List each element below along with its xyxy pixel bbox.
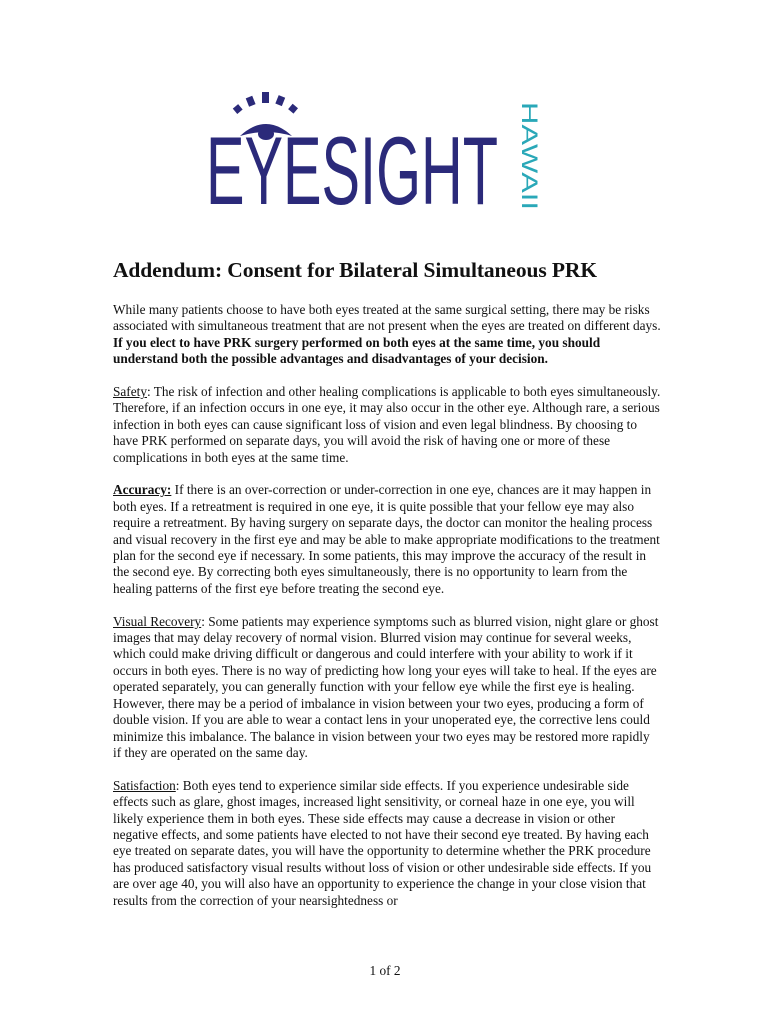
logo-subtext: HAWAII [517,102,542,179]
safety-paragraph [113,384,661,466]
visual-recovery-label-suffix: : [201,613,205,629]
safety-text: The risk of infection and other healing complications is applicable to both eyes simultaneously. Therefore, if an infection occurs in one eye, it may also occur in the other eye. Although rare, a serious infection in both eyes can cause significant loss of vision and even legal blindness. By choosing to have PRK performed on separate days, you will avoid the risk of having one or more of these complications in both eyes at the same time. [113,384,661,465]
intro-bold-text: If you elect to have PRK surgery performed on both eyes at the same time, you should understand both the possible advantages and disadvantages of your decision. [113,334,601,367]
accuracy-label: Accuracy: [113,482,172,498]
safety-label-suffix: : [146,384,151,400]
visual-recovery-text: Some patients may experience symptoms such as blurred vision, night glare or ghost images that may delay recovery of normal vision. Blurred vision may continue for several weeks, which could make driving difficult or dangerous and could interfere with your ability to work if it occurs in both eyes. There is no way of predicting how long your eyes will take to heal. If the eyes are operated separately, you can generally function with your fellow eye while the first eye is healing. However, there may be a period of imbalance in vision between your two eyes, producing a form of double vision. If you are able to wear a contact lens in your unoperated eye, the corrective lens could minimize this imbalance. The balance in vision between your two eyes may be restored more rapidly if they are operated on the same day. [113,613,659,760]
document-body [113,302,661,925]
logo-wordmark: EYESIGHT [206,117,498,226]
page-title: Addendum: Consent for Bilateral Simultaneous PRK [113,258,597,282]
intro-text: While many patients choose to have both eyes treated at the same surgical setting, there may be risks associated with simultaneous treatment that are not present when the eyes are treated on different days. [113,302,661,334]
visual-recovery-label: Visual Recovery [113,613,202,629]
satisfaction-text: Both eyes tend to experience similar side effects. If you experience undesirable side effects such as glare, ghost images, increased light sensitivity, or corneal haze in one eye, you will likely experience them in both eyes. These side effects may cause a decrease in vision or other negative effects, and some patients have elected to not have their second eye treated. By having each eye treated on separate dates, you will have the opportunity to determine whether the PRK procedure has produced satisfactory visual results without loss of vision or other undesirable side effects. If you are over age 40, you will also have an opportunity to experience the change in your close vision that results from the correction of your nearsightedness or [113,777,652,908]
accuracy-text: If there is an over-correction or under-correction in one eye, chances are it may happen in both eyes. If a retreatment is required in one eye, it is quite possible that your fellow eye may also require a retreatment. By having surgery on separate days, the doctor can monitor the healing process and visual recovery in the first eye and may be able to make appropriate modifications to the treatment plan for the second eye if necessary. In some patients, this may improve the accuracy of the result in the second eye. By correcting both eyes simultaneously, there is no opportunity to learn from the healing patterns of the first eye before treating the second eye. [113,482,660,596]
eyesight-hawaii-logo [206,92,562,232]
satisfaction-label: Satisfaction [113,777,176,793]
page-number: 1 of 2 [369,963,401,978]
visual-recovery-paragraph [113,614,661,762]
safety-label: Safety [113,384,147,400]
accuracy-paragraph [113,482,661,597]
satisfaction-label-suffix: : [175,777,180,793]
intro-paragraph [113,302,661,368]
satisfaction-paragraph [113,778,661,909]
